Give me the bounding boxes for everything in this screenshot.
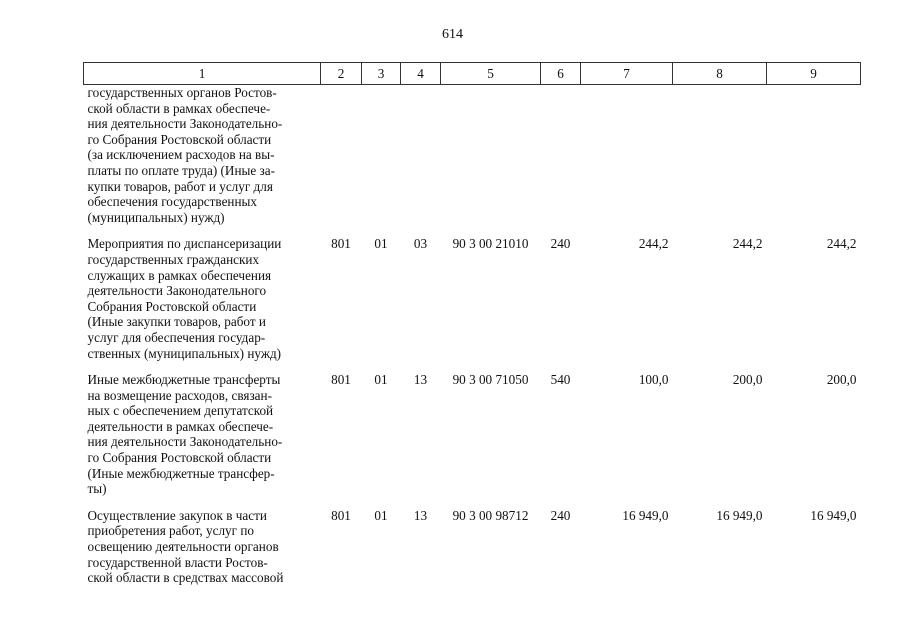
- description-line: (Иные межбюджетные трансфер-: [87, 465, 275, 481]
- description-line: ственных (муниципальных) нужд): [87, 345, 282, 361]
- page-number: 614: [442, 27, 463, 42]
- table-body: [84, 85, 861, 586]
- column-header-1: 1: [84, 63, 321, 85]
- table-row: [84, 497, 861, 586]
- column-header-3: 3: [362, 63, 401, 85]
- expense-type-cell: 240: [550, 236, 571, 252]
- column-header-6: 6: [541, 63, 581, 85]
- column-header-4: 4: [401, 63, 441, 85]
- amount-year-1-cell: 16 949,0: [622, 507, 669, 523]
- amount-year-2-cell: 200,0: [732, 372, 763, 388]
- row-description: [84, 497, 321, 586]
- subsection-code-cell: 13: [413, 507, 428, 523]
- amount-year-2-cell: 244,2: [732, 236, 763, 252]
- description-line: освещению деятельности органов: [87, 539, 279, 555]
- target-article-cell: 90 3 00 71050: [452, 372, 529, 388]
- ministry-code-cell: [321, 85, 362, 226]
- description-line: Иные межбюджетные трансферты: [87, 372, 281, 388]
- description-line: служащих в рамках обеспечения: [87, 267, 272, 283]
- description-line: ты): [87, 481, 107, 497]
- description-line: Осуществление закупок в части: [87, 507, 267, 523]
- description-line: го Собрания Ростовской области: [87, 131, 272, 147]
- description-line: ской области в средствах массовой: [87, 570, 284, 586]
- target-article-cell: 90 3 00 98712: [452, 507, 529, 523]
- description-line: услуг для обеспечения государ-: [87, 329, 266, 345]
- description-line: Мероприятия по диспансеризации: [87, 236, 282, 252]
- column-header-2: 2: [321, 63, 362, 85]
- description-line: го Собрания Ростовской области: [87, 450, 272, 466]
- description-line: обеспечения государственных: [87, 194, 257, 210]
- row-description: [84, 225, 321, 361]
- description-line: ния деятельности Законодательно-: [87, 434, 283, 450]
- subsection-code-cell: 03: [413, 236, 428, 252]
- budget-table: [83, 62, 861, 586]
- target-article-cell: [441, 85, 541, 226]
- expense-type-cell: 540: [550, 372, 571, 388]
- description-line: ных с обеспечением депутатской: [87, 403, 274, 419]
- description-line: государственной власти Ростов-: [87, 554, 268, 570]
- column-header-7: 7: [581, 63, 673, 85]
- description-line: Собрания Ростовской области: [87, 298, 257, 314]
- table-row: [84, 361, 861, 497]
- table-row: [84, 85, 861, 226]
- description-line: купки товаров, работ и услуг для: [87, 178, 273, 194]
- section-code-cell: 01: [374, 236, 388, 252]
- column-header-9: 9: [767, 63, 861, 85]
- section-code-cell: [362, 85, 401, 226]
- description-line: деятельности Законодательного: [87, 283, 267, 299]
- column-number-header: [84, 63, 861, 85]
- description-line: (за исключением расходов на вы-: [87, 147, 275, 163]
- description-line: деятельности в рамках обеспече-: [87, 418, 274, 434]
- section-code-cell: 01: [374, 372, 388, 388]
- description-line: ской области в рамках обеспече-: [87, 100, 271, 116]
- subsection-code-cell: 13: [413, 372, 428, 388]
- description-line: (муниципальных) нужд): [87, 209, 225, 225]
- description-line: на возмещение расходов, связан-: [87, 387, 272, 403]
- amount-year-1-cell: 244,2: [638, 236, 669, 252]
- column-header-5: 5: [441, 63, 541, 85]
- ministry-code-cell: 801: [331, 507, 351, 523]
- description-line: государственных гражданских: [87, 251, 260, 267]
- section-code-cell: 01: [374, 507, 388, 523]
- subsection-code-cell: [401, 85, 441, 226]
- ministry-code-cell: 801: [331, 236, 351, 252]
- description-line: государственных органов Ростов-: [87, 85, 277, 100]
- amount-year-1-cell: 100,0: [638, 372, 669, 388]
- amount-year-3-cell: 16 949,0: [810, 507, 857, 523]
- description-line: (Иные закупки товаров, работ и: [87, 314, 266, 330]
- table-row: [84, 225, 861, 361]
- description-line: ния деятельности Законодательно-: [87, 116, 283, 132]
- amount-year-2-cell: 16 949,0: [716, 507, 763, 523]
- amount-year-3-cell: 200,0: [826, 372, 857, 388]
- target-article-cell: 90 3 00 21010: [452, 236, 529, 252]
- column-header-8: 8: [673, 63, 767, 85]
- amount-year-2-cell: [673, 85, 767, 226]
- expense-type-cell: [541, 85, 581, 226]
- row-description: [84, 361, 321, 497]
- amount-year-3-cell: 244,2: [826, 236, 857, 252]
- amount-year-1-cell: [581, 85, 673, 226]
- description-line: приобретения работ, услуг по: [87, 523, 254, 539]
- expense-type-cell: 240: [550, 507, 571, 523]
- amount-year-3-cell: [767, 85, 861, 226]
- description-line: платы по оплате труда) (Иные за-: [87, 162, 275, 178]
- row-description: [84, 85, 321, 226]
- ministry-code-cell: 801: [331, 372, 351, 388]
